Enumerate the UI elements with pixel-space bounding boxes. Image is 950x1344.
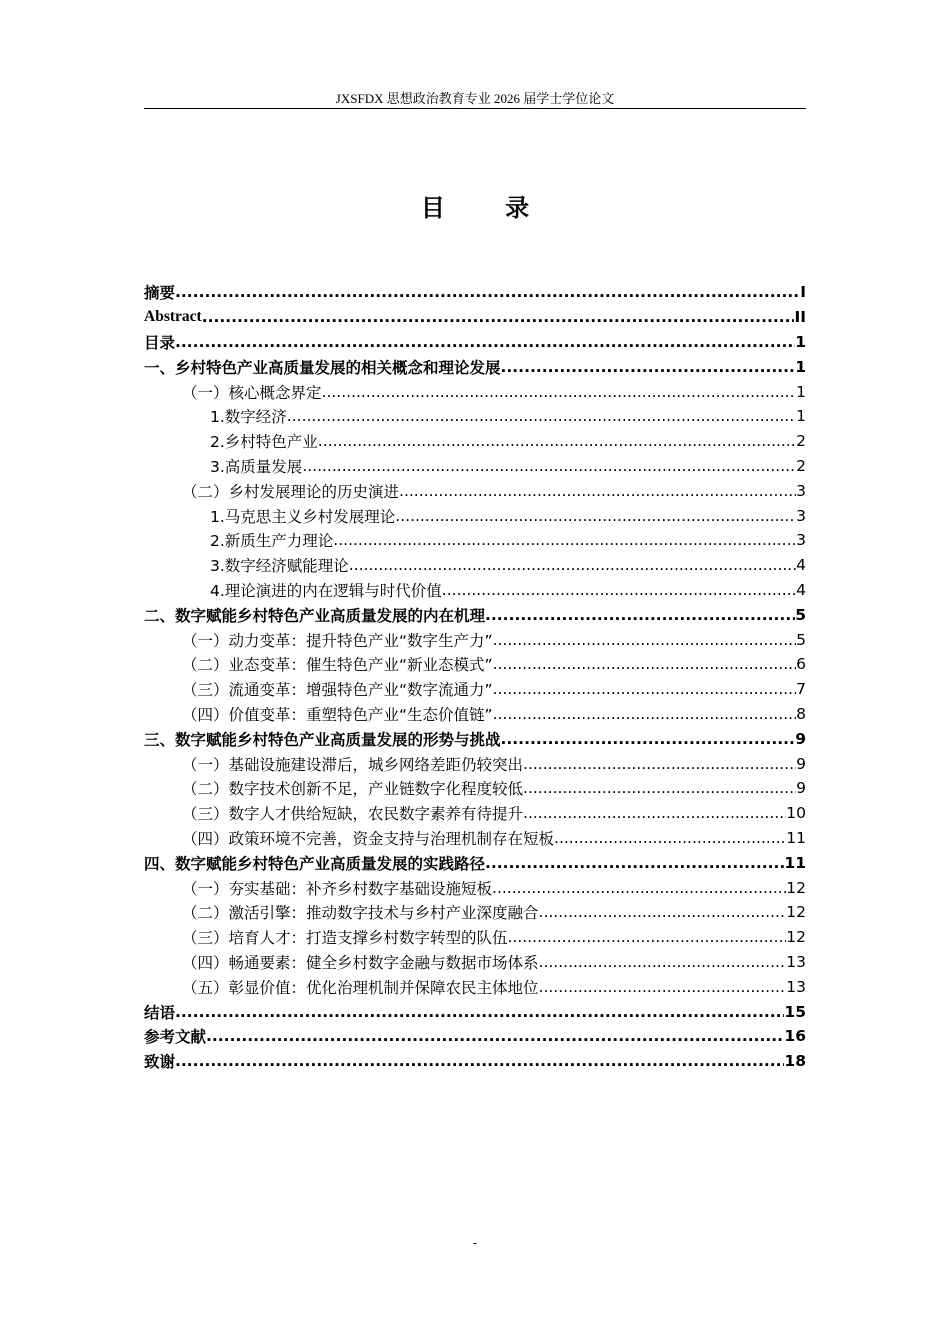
toc-entry-label: （二）乡村发展理论的历史演进 [182,482,400,501]
toc-entry-label: 2.新质生产力理论 [210,532,334,551]
toc-entry-label: （一）基础设施建设滞后，城乡网络差距仍较突出 [182,755,524,774]
toc-entry-label: 致谢 [144,1053,176,1072]
toc-entry-page-number: 12 [786,903,806,922]
toc-entry-label: （二）业态变革：催生特色产业“新业态模式” [182,656,493,675]
toc-dot-leader [202,308,795,326]
toc-entry-page-number: 7 [796,680,806,699]
toc-dot-leader [485,606,795,624]
toc-dot-leader [287,407,796,425]
toc-entry-label: 摘要 [144,284,176,303]
toc-entry-label: 目录 [144,333,176,352]
toc-entry[interactable] [144,826,806,851]
toc-entry-page-number: 3 [796,506,806,525]
toc-dot-leader [539,978,787,996]
toc-entry-label: （四）畅通要素：健全乡村数字金融与数据市场体系 [182,953,539,972]
toc-entry[interactable] [144,850,806,875]
toc-entry-page-number: 5 [795,605,806,624]
toc-dot-leader [333,531,796,549]
table-of-contents [144,280,806,1074]
toc-entry[interactable] [144,503,806,528]
toc-entry-label: （五）彰显价值：优化治理机制并保障农民主体地位 [182,978,539,997]
toc-entry[interactable] [144,528,806,553]
toc-entry-page-number: 4 [796,556,806,575]
toc-entry-page-number: 10 [786,804,806,823]
toc-entry[interactable] [144,404,806,429]
toc-dot-leader [318,432,796,450]
toc-entry[interactable] [144,627,806,652]
toc-entry-page-number: 5 [796,630,806,649]
toc-dot-leader [175,1052,784,1070]
toc-entry-label: （一）动力变革：提升特色产业“数字生产力” [182,631,493,650]
toc-dot-leader [493,705,797,723]
toc-dot-leader [349,556,796,574]
toc-dot-leader [492,879,786,897]
toc-entry-label: Abstract [144,308,202,326]
toc-dot-leader [399,482,796,500]
toc-entry[interactable] [144,553,806,578]
toc-entry[interactable] [144,305,806,330]
toc-entry-page-number: 9 [796,754,806,773]
toc-entry[interactable] [144,429,806,454]
toc-entry[interactable] [144,702,806,727]
toc-entry-label: （一）夯实基础：补齐乡村数字基础设施短板 [182,879,493,898]
toc-entry-page-number: 16 [784,1027,806,1046]
toc-entry-page-number: 6 [796,655,806,674]
toc-entry-page-number: 1 [795,357,806,376]
toc-entry-page-number: 9 [796,779,806,798]
toc-entry-label: 三、数字赋能乡村特色产业高质量发展的形势与挑战 [144,730,501,749]
toc-entry-label: （四）价值变革：重塑特色产业“生态价值链” [182,705,493,724]
toc-entry-label: 1.数字经济 [210,408,287,427]
toc-entry-page-number: 11 [784,853,806,872]
toc-entry[interactable] [144,726,806,751]
toc-entry-label: （一）核心概念界定 [182,383,322,402]
toc-entry[interactable] [144,354,806,379]
toc-entry[interactable] [144,751,806,776]
toc-entry-page-number: 1 [796,407,806,426]
toc-entry[interactable] [144,454,806,479]
toc-dot-leader [554,829,786,847]
toc-dot-leader [442,581,796,599]
toc-dot-leader [206,1027,784,1045]
toc-entry-page-number: 1 [796,382,806,401]
toc-entry-page-number: 11 [786,828,806,847]
toc-entry[interactable] [144,950,806,975]
toc-entry-page-number: 3 [796,481,806,500]
toc-entry[interactable] [144,925,806,950]
toc-entry-label: 1.马克思主义乡村发展理论 [210,507,396,526]
toc-entry-label: （三）培育人才：打造支撑乡村数字转型的队伍 [182,929,508,948]
toc-entry-label: （二）数字技术创新不足，产业链数字化程度较低 [182,780,524,799]
page-header: JXSFDX 思想政治教育专业 2026 届学士学位论文 [335,91,615,106]
toc-dot-leader [485,854,784,872]
toc-entry-page-number: 18 [784,1052,806,1071]
toc-entry-page-number: 12 [786,928,806,947]
toc-entry-page-number: 3 [796,531,806,550]
toc-entry[interactable] [144,379,806,404]
toc-entry-label: 3.高质量发展 [210,457,303,476]
toc-entry-label: （二）激活引擎：推动数字技术与乡村产业深度融合 [182,904,539,923]
toc-entry-page-number: 15 [784,1002,806,1021]
toc-dot-leader [175,283,800,301]
header-rule [144,108,806,109]
toc-entry[interactable] [144,1024,806,1049]
toc-entry[interactable] [144,578,806,603]
toc-entry-page-number: 9 [795,729,806,748]
toc-entry[interactable] [144,776,806,801]
toc-entry-page-number: 4 [796,580,806,599]
toc-entry[interactable] [144,999,806,1024]
toc-entry-label: 3.数字经济赋能理论 [210,557,349,576]
toc-dot-leader [493,680,797,698]
toc-entry-label: 结语 [144,1003,176,1022]
toc-entry-label: 四、数字赋能乡村特色产业高质量发展的实践路径 [144,854,486,873]
toc-entry-label: 一、乡村特色产业高质量发展的相关概念和理论发展 [144,358,501,377]
toc-entry-page-number: 1 [795,332,806,351]
toc-entry-label: 二、数字赋能乡村特色产业高质量发展的内在机理 [144,606,486,625]
toc-dot-leader [302,457,796,475]
toc-dot-leader [539,953,787,971]
toc-dot-leader [523,779,796,797]
toc-entry-page-number: 13 [786,952,806,971]
toc-entry[interactable] [144,1049,806,1074]
page-footer: - [472,1236,478,1251]
toc-dot-leader [523,755,796,773]
toc-dot-leader [523,804,786,822]
toc-entry-page-number: II [794,308,806,327]
toc-entry-label: （四）政策环境不完善，资金支持与治理机制存在短板 [182,829,555,848]
toc-dot-leader [175,1003,784,1021]
toc-entry[interactable] [144,875,806,900]
toc-entry-label: 参考文献 [144,1028,207,1047]
toc-dot-leader [501,358,796,376]
toc-dot-leader [175,333,795,351]
toc-entry[interactable] [144,280,806,305]
toc-dot-leader [322,383,797,401]
toc-entry-label: 2.乡村特色产业 [210,433,318,452]
toc-entry-page-number: 2 [796,432,806,451]
toc-entry-page-number: 2 [796,456,806,475]
toc-entry[interactable] [144,801,806,826]
toc-dot-leader [539,903,787,921]
toc-dot-leader [493,655,797,673]
toc-entry-page-number: 13 [786,977,806,996]
toc-entry[interactable] [144,478,806,503]
toc-dot-leader [508,928,787,946]
toc-entry[interactable] [144,974,806,999]
toc-entry[interactable] [144,602,806,627]
toc-entry-label: （三）流通变革：增强特色产业“数字流通力” [182,681,493,700]
toc-entry[interactable] [144,652,806,677]
toc-entry-page-number: I [800,283,806,302]
toc-entry[interactable] [144,900,806,925]
toc-dot-leader [501,730,796,748]
toc-entry-page-number: 8 [796,704,806,723]
toc-entry-label: 4.理论演进的内在逻辑与时代价值 [210,581,442,600]
toc-dot-leader [493,631,797,649]
toc-entry[interactable] [144,677,806,702]
toc-entry-page-number: 12 [786,878,806,897]
toc-title: 目 录 [420,194,556,222]
toc-entry-label: （三）数字人才供给短缺，农民数字素养有待提升 [182,805,524,824]
toc-entry[interactable] [144,330,806,355]
toc-dot-leader [395,507,796,525]
